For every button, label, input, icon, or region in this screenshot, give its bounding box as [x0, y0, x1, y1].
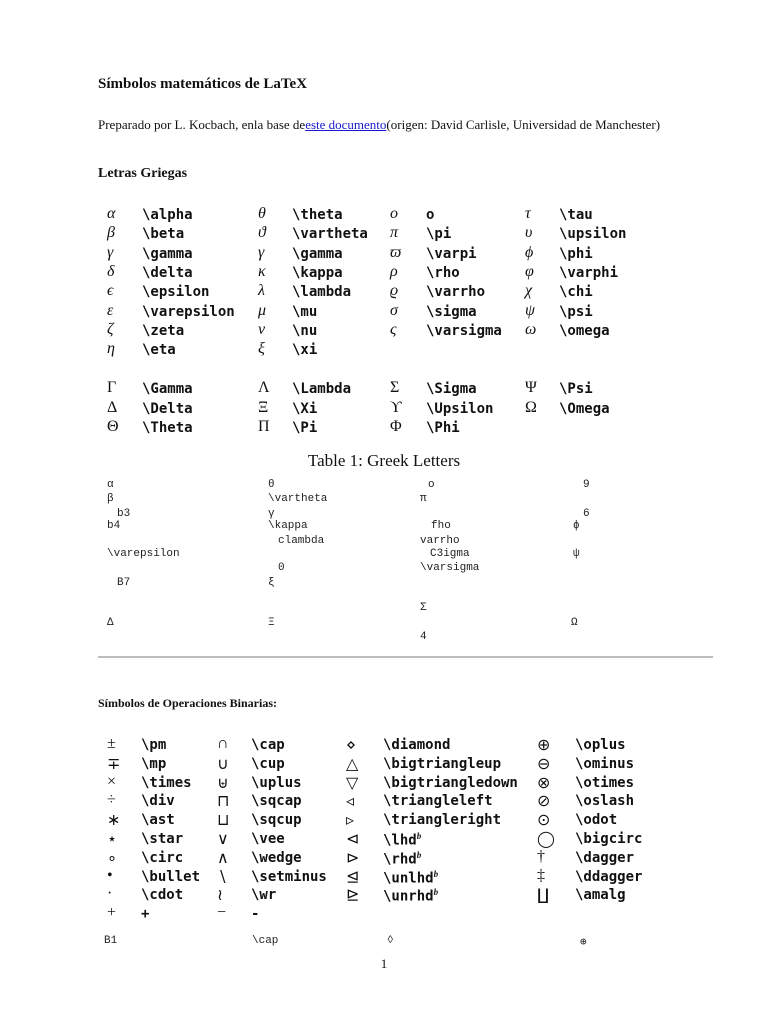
greek-lower-command: \rho [426, 264, 460, 281]
binop-symbol: △ [346, 755, 359, 773]
greek-lower-command-cell [292, 304, 317, 320]
binop-command-cell [251, 831, 285, 847]
greek-lower-symbol: γ [258, 243, 265, 261]
greek-lower-command-cell [426, 265, 460, 281]
greek-upper-command: \Lambda [292, 381, 352, 397]
greek-upper-command: \Omega [559, 400, 610, 417]
binop-command-cell [575, 775, 634, 791]
binop-symbol: ⊴ [346, 868, 360, 886]
binop-command-cell [251, 887, 276, 903]
greek-lower-symbol: ϑ [258, 224, 266, 242]
binary-operations-heading: Símbolos de Operaciones Binarias: [98, 696, 278, 710]
greek-lower-symbol: ν [258, 320, 266, 338]
binop-symbol: ▹ [346, 812, 355, 830]
binop-command: \cup [251, 755, 285, 772]
greek-upper-command: \Theta [142, 420, 193, 436]
greek-lower-command: \kappa [292, 264, 343, 281]
greek-lower-symbol: ξ [258, 340, 265, 358]
footnote-marker: b [433, 868, 439, 879]
binop-command-cell [383, 775, 518, 791]
binop-command-cell [383, 793, 493, 809]
binop-command: \bigcirc [575, 831, 643, 847]
raw-bottom-fragment: ◊ [387, 935, 394, 947]
greek-upper-command-cell [292, 420, 317, 436]
binop-command: \uplus [251, 774, 302, 791]
raw-bottom-fragment: B1 [104, 935, 118, 947]
binop-command: \oplus [575, 737, 626, 753]
greek-lower-command-cell [292, 284, 351, 300]
greek-lower-symbol: φ [525, 262, 534, 280]
binop-command: \star [141, 831, 184, 847]
greek-lower-symbol: υ [525, 224, 533, 242]
binop-command-cell [575, 793, 634, 809]
binop-command: \wedge [251, 849, 302, 866]
binop-symbol: − [217, 904, 227, 922]
raw-text-fragment: Ξ [268, 617, 275, 629]
footnote-marker: b [416, 849, 422, 860]
binop-command-cell [575, 812, 617, 828]
binop-command: \cap [251, 737, 285, 753]
raw-text-fragment: varrho [420, 535, 460, 547]
greek-lower-command: \xi [292, 342, 318, 359]
binop-symbol: ∐ [537, 887, 550, 905]
binop-symbol: ± [107, 735, 116, 752]
greek-upper-command-cell [426, 420, 460, 436]
greek-lower-command-cell [292, 323, 317, 339]
binop-command: \sqcap [251, 793, 302, 810]
raw-text-fragment: C3igma [430, 548, 470, 560]
raw-text-fragment: 4 [420, 631, 427, 643]
binop-command-cell [575, 850, 634, 866]
binop-command-cell [575, 869, 642, 885]
greek-lower-command: \chi [559, 284, 593, 301]
intro-text: Preparado por L. Kocbach, enla base de [98, 117, 306, 132]
binop-command: \triangleright [383, 812, 502, 829]
binop-symbol: • [107, 866, 113, 884]
binop-command-cell [251, 775, 302, 791]
binop-symbol: ∨ [217, 831, 229, 848]
greek-lower-command: \delta [142, 264, 193, 281]
greek-lower-command-cell [292, 265, 343, 281]
greek-lower-symbol: ε [107, 301, 114, 319]
horizontal-divider [98, 656, 713, 658]
binop-symbol: ⊲ [346, 831, 360, 848]
binop-command-cell [251, 850, 302, 866]
binop-symbol: ⊳ [346, 849, 360, 867]
greek-lower-symbol: ϱ [390, 282, 399, 300]
binop-command-cell [251, 756, 285, 772]
greek-lower-command-cell [559, 304, 593, 320]
greek-upper-command-cell [426, 381, 477, 397]
greek-lower-command-cell [426, 207, 434, 223]
binop-command-cell [141, 850, 183, 866]
greek-lower-command: \lambda [292, 284, 352, 301]
binop-symbol: ▽ [346, 774, 359, 792]
greek-upper-command: \Psi [559, 381, 593, 397]
binop-command-cell [383, 812, 501, 828]
raw-text-fragment: Ω [571, 617, 578, 629]
greek-lower-command-cell [292, 342, 317, 358]
greek-lower-symbol: χ [525, 282, 533, 300]
greek-upper-command: \Delta [142, 400, 193, 417]
greek-lower-command: \varsigma [426, 322, 502, 339]
greek-lower-command: \varpi [426, 245, 477, 262]
raw-text-fragment: \varsigma [420, 562, 480, 574]
binop-command-cell [141, 906, 149, 922]
binop-command-cell [575, 887, 626, 903]
greek-lower-symbol: δ [107, 262, 115, 280]
greek-upper-command: \Gamma [142, 381, 193, 397]
raw-text-fragment: Δ [107, 617, 114, 629]
greek-upper-command: \Xi [292, 400, 318, 417]
greek-lower-command: \psi [559, 303, 593, 320]
greek-lower-command: \omega [559, 322, 610, 339]
binop-symbol: × [107, 772, 117, 790]
greek-lower-command-cell [142, 246, 193, 262]
binop-command: \rhd [383, 851, 417, 868]
binop-command: \unlhd [383, 870, 434, 887]
raw-text-fragment: ξ [268, 577, 275, 589]
greek-upper-command-cell [292, 381, 351, 397]
greek-lower-command: \zeta [142, 322, 185, 339]
greek-lower-command: \phi [559, 245, 593, 262]
greek-lower-command-cell [559, 323, 610, 339]
binop-command: \cdot [141, 887, 184, 904]
greek-upper-command-cell [292, 401, 317, 417]
greek-upper-symbol: Γ [107, 379, 117, 396]
greek-lower-command: \gamma [142, 245, 193, 262]
greek-lower-command: \vartheta [292, 226, 368, 243]
binop-command: \ominus [575, 755, 635, 772]
greek-upper-symbol: Δ [107, 398, 118, 416]
binop-command-cell [251, 869, 327, 885]
binop-command: \otimes [575, 774, 635, 791]
greek-lower-symbol: π [390, 224, 399, 242]
greek-lower-command: \sigma [426, 303, 477, 320]
greek-lower-command-cell [559, 246, 593, 262]
greek-lower-symbol: ϵ [107, 282, 114, 300]
footnote-marker: b [416, 831, 422, 841]
binop-command-cell [141, 887, 183, 903]
raw-text-fragment: b3 [117, 508, 131, 520]
greek-lower-command-cell [142, 265, 193, 281]
greek-lower-command-cell [292, 246, 343, 262]
greek-upper-symbol: Λ [258, 379, 270, 396]
binop-symbol: ⊎ [217, 774, 229, 792]
binop-command: \circ [141, 849, 184, 866]
binop-symbol: ⊕ [537, 737, 551, 754]
greek-lower-symbol: α [107, 205, 116, 222]
binop-command-cell [383, 831, 421, 849]
binop-symbol: ⊖ [537, 755, 551, 773]
greek-upper-symbol: Ξ [258, 398, 269, 416]
greek-lower-symbol: ω [525, 320, 537, 338]
greek-upper-command-cell [559, 401, 610, 417]
raw-text-fragment: ϕ [573, 520, 580, 532]
greek-lower-command: \eta [142, 342, 176, 359]
binop-command: \setminus [251, 868, 327, 885]
greek-lower-symbol: ϖ [390, 243, 402, 261]
greek-lower-command-cell [426, 246, 477, 262]
binop-symbol: ∪ [217, 755, 229, 773]
greek-lower-symbol: ρ [390, 262, 398, 280]
greek-lower-command: \theta [292, 207, 343, 223]
binop-symbol: ⊔ [217, 812, 230, 830]
greek-lower-command: \beta [142, 226, 185, 243]
raw-text-fragment: clambda [278, 535, 325, 547]
binop-command: \wr [251, 887, 277, 904]
binop-command: \bigtriangledown [383, 774, 518, 791]
raw-bottom-fragment: ⊕ [580, 937, 587, 949]
binop-symbol: ‡ [537, 866, 545, 884]
greek-upper-command: \Phi [426, 420, 460, 436]
greek-lower-command: \pi [426, 226, 452, 243]
binop-command-cell [141, 831, 183, 847]
binop-command-cell [251, 906, 259, 922]
greek-lower-command-cell [142, 304, 235, 320]
raw-text-fragment: fho [431, 520, 451, 532]
greek-upper-command: \Pi [292, 420, 318, 436]
greek-lower-command-cell [142, 207, 193, 223]
greek-upper-command-cell [142, 420, 193, 436]
greek-lower-command-cell [559, 226, 626, 242]
binop-command-cell [251, 793, 302, 809]
greek-lower-command-cell [559, 207, 593, 223]
greek-upper-symbol: ϒ [390, 398, 402, 416]
greek-upper-command: \Sigma [426, 381, 477, 397]
binop-command: + [141, 906, 150, 923]
binop-command-cell [383, 756, 501, 772]
greek-lower-symbol: ϕ [525, 243, 534, 261]
greek-upper-command-cell [142, 381, 193, 397]
greek-lower-command-cell [426, 284, 485, 300]
binop-symbol: ◯ [537, 831, 555, 848]
greek-lower-command: o [426, 207, 435, 223]
raw-text-fragment: \kappa [268, 520, 308, 532]
binop-command: \odot [575, 812, 618, 829]
greek-upper-command-cell [426, 401, 493, 417]
binop-command-cell [141, 793, 175, 809]
binop-command: \triangleleft [383, 793, 493, 810]
greek-lower-symbol: τ [525, 205, 531, 222]
raw-text-fragment: θ [268, 479, 275, 491]
binop-symbol: ∘ [107, 849, 118, 867]
binop-command-cell [141, 756, 166, 772]
greek-upper-symbol: Θ [107, 418, 119, 435]
binop-command: - [251, 906, 260, 923]
greek-upper-symbol: Φ [390, 418, 402, 435]
binop-command: \vee [251, 831, 285, 847]
binop-command-cell [141, 775, 192, 791]
greek-lower-command: \varrho [426, 284, 486, 301]
binop-symbol: + [107, 904, 117, 922]
binop-command: \times [141, 774, 192, 791]
greek-lower-symbol: κ [258, 262, 266, 280]
binop-command-cell [251, 737, 285, 753]
binop-symbol: ∓ [107, 755, 121, 773]
binop-command-cell [141, 869, 200, 885]
greek-lower-symbol: ς [390, 320, 397, 338]
page-number: 1 [380, 956, 388, 971]
binop-command: \oslash [575, 793, 635, 810]
binop-command: \bullet [141, 868, 201, 885]
greek-lower-symbol: β [107, 224, 115, 242]
binop-symbol: ÷ [107, 791, 116, 809]
binop-symbol: ⊙ [537, 812, 551, 830]
greek-lower-command-cell [559, 284, 593, 300]
binop-symbol: · [107, 885, 113, 903]
greek-upper-command-cell [559, 381, 593, 397]
intro-paragraph [98, 117, 660, 133]
greek-lower-command-cell [142, 323, 184, 339]
binop-command: \amalg [575, 887, 626, 904]
binop-symbol: ⋆ [107, 831, 118, 848]
raw-bottom-fragment: \cap [252, 935, 279, 947]
binop-symbol: ⋄ [346, 737, 357, 754]
raw-text-fragment: o [428, 479, 435, 491]
raw-text-fragment: \varepsilon [107, 548, 180, 560]
binop-symbol: ∗ [107, 812, 121, 830]
greek-lower-symbol: σ [390, 301, 398, 319]
footnote-marker: b [433, 887, 439, 898]
binop-symbol: † [537, 847, 545, 865]
binop-symbol: ∧ [217, 849, 229, 867]
table-caption: Table 1: Greek Letters [307, 451, 461, 470]
greek-lower-command: \mu [292, 303, 318, 320]
greek-upper-symbol: Ψ [525, 379, 537, 396]
greek-lower-command: \nu [292, 322, 318, 339]
greek-lower-command: \gamma [292, 245, 343, 262]
greek-lower-command-cell [426, 304, 477, 320]
greek-lower-command-cell [559, 265, 618, 281]
source-document-link[interactable]: este documento [305, 117, 387, 132]
greek-lower-command: \varepsilon [142, 303, 235, 320]
greek-lower-symbol: ψ [525, 301, 535, 319]
binop-symbol: ◃ [346, 793, 355, 811]
binop-symbol: ⊘ [537, 793, 551, 811]
raw-text-fragment: 0 [278, 562, 285, 574]
raw-text-fragment: ψ [573, 548, 580, 560]
greek-lower-command-cell [142, 226, 184, 242]
raw-text-fragment: π [420, 493, 427, 505]
binop-command: \div [141, 793, 175, 810]
binop-command-cell [575, 737, 626, 753]
binop-command-cell [251, 812, 302, 828]
greek-letters-heading: Letras Griegas [98, 166, 188, 181]
raw-text-fragment: 9 [583, 479, 590, 491]
raw-text-fragment: β [107, 493, 114, 505]
greek-lower-symbol: θ [258, 205, 266, 222]
binop-command: \dagger [575, 849, 635, 866]
greek-lower-command: \alpha [142, 207, 193, 223]
binop-command-cell [383, 850, 421, 868]
binop-command: \mp [141, 755, 167, 772]
greek-lower-command-cell [426, 323, 502, 339]
greek-lower-command-cell [142, 284, 209, 300]
binop-symbol: ∖ [217, 868, 228, 886]
raw-text-fragment: b4 [107, 520, 121, 532]
raw-text-fragment: Σ [420, 602, 427, 614]
raw-text-fragment: 6 [583, 508, 590, 520]
binop-command: \unrhd [383, 889, 434, 906]
binop-symbol: ⊗ [537, 774, 551, 792]
binop-command-cell [575, 756, 634, 772]
binop-symbol: ∩ [217, 735, 229, 752]
raw-text-fragment: B7 [117, 577, 131, 589]
greek-lower-command-cell [292, 226, 368, 242]
greek-lower-command-cell [142, 342, 176, 358]
raw-text-fragment: γ [268, 508, 275, 520]
raw-text-fragment: \vartheta [268, 493, 328, 505]
intro-origin-text: (origen: David Carlisle, Universidad de Manchester) [386, 117, 661, 132]
binop-symbol: ⊵ [346, 887, 360, 905]
greek-upper-command-cell [142, 401, 193, 417]
greek-upper-command: \Upsilon [426, 400, 494, 417]
greek-lower-symbol: o [390, 205, 398, 222]
raw-text-fragment: α [107, 479, 114, 491]
binop-command: \diamond [383, 737, 451, 753]
greek-lower-command: \upsilon [559, 226, 627, 243]
binop-command: \bigtriangleup [383, 755, 502, 772]
binop-command: \ast [141, 812, 175, 829]
greek-lower-command: \epsilon [142, 284, 210, 301]
greek-lower-command: \varphi [559, 264, 619, 281]
greek-lower-symbol: γ [107, 243, 114, 261]
greek-lower-symbol: μ [258, 301, 267, 319]
binop-symbol: ≀ [217, 887, 223, 905]
binop-command-cell [383, 887, 438, 905]
greek-lower-symbol: ζ [107, 320, 114, 338]
greek-lower-command-cell [292, 207, 343, 223]
binop-command: \sqcup [251, 812, 302, 829]
greek-lower-symbol: λ [258, 282, 265, 300]
binop-symbol: ⊓ [217, 793, 230, 811]
greek-lower-command: \tau [559, 207, 593, 223]
binop-command: \lhd [383, 832, 417, 849]
greek-upper-symbol: Σ [390, 379, 400, 396]
greek-lower-command-cell [426, 226, 451, 242]
binop-command-cell [383, 869, 438, 887]
binop-command-cell [575, 831, 642, 847]
binop-command-cell [141, 812, 175, 828]
greek-upper-symbol: Ω [525, 398, 537, 416]
binop-command: \ddagger [575, 868, 643, 885]
binop-command-cell [141, 737, 166, 753]
binop-command: \pm [141, 737, 167, 753]
greek-lower-symbol: η [107, 340, 115, 358]
binop-command-cell [383, 737, 450, 753]
page-title: Símbolos matemáticos de LaTeX [98, 76, 308, 92]
greek-upper-symbol: Π [258, 418, 270, 435]
